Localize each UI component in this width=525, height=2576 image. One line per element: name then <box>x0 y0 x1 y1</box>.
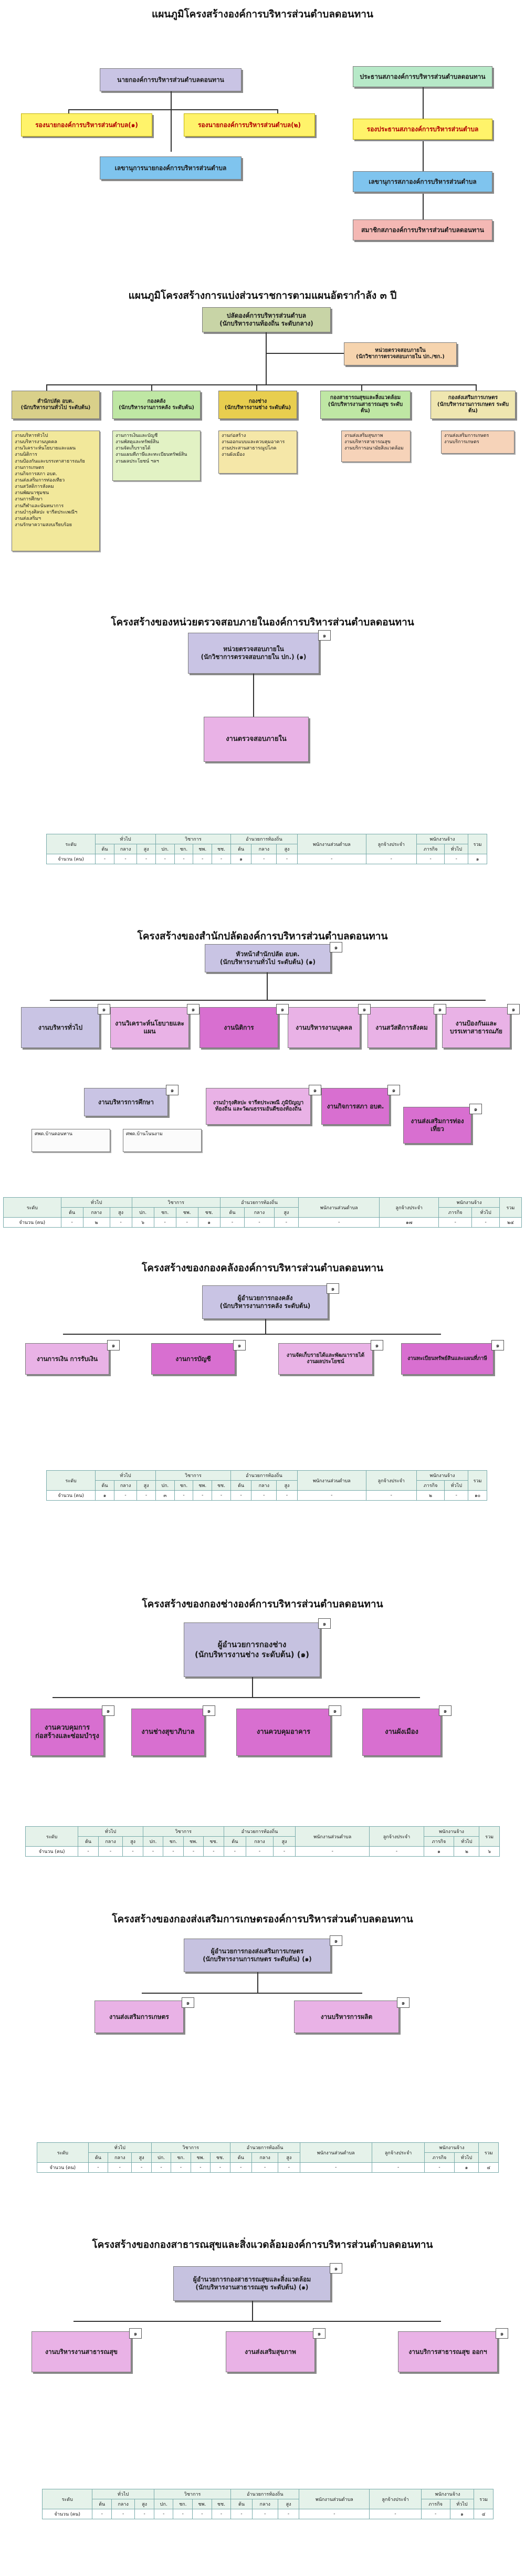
office-unit-disaster: งานป้องกันและบรรเทาสาธารณภัย <box>442 1007 510 1048</box>
chart-title-main: แผนภูมิโครงสร้างองค์การบริหารส่วนตำบลดอนทาน <box>152 8 373 20</box>
health-structure-title: โครงสร้างของกองสาธารณสุขและสิ่งแวดล้อมองค์การบริหารส่วนตำบลดอนทาน <box>92 2239 433 2250</box>
engineering-unit-count-3: ๑ <box>329 1705 341 1716</box>
agriculture-structure-title: โครงสร้างของกองส่งเสริมการเกษตรองค์การบริหารส่วนตำบลดอนทาน <box>112 1913 413 1925</box>
finance-unit-count-4: ๑ <box>491 1340 504 1350</box>
audit-head-box: หน่วยตรวจสอบภายใน (นักวิชาการตรวจสอบภายใน ปก.) (๑) <box>188 633 319 674</box>
office-unit-count-1: ๑ <box>98 1004 110 1014</box>
finance-unit-accounting: งานการบัญชี <box>151 1343 235 1375</box>
engineering-unit-building-control: งานควบคุมอาคาร <box>236 1709 331 1756</box>
engineering-staff-table: ระดับ ทั่วไป วิชาการ อำนวยการท้องถิ่น พนักงานส่วนตำบล ลูกจ้างประจำ พนักงานจ้าง รวม ต้น กลาง สูง ปก. ชก. ชพ. ชช. ต้น กลาง สูง ภารกิจ ทั่วไป จำนวน (คน) - - - - - - - - - - - - ๑ ๒ ๖ <box>25 1826 500 1857</box>
deputy-executive-1-box: รองนายกองค์การบริหารส่วนตำบล(๑) <box>21 113 152 137</box>
health-staff-table: ระดับ ทั่วไป วิชาการ อำนวยการท้องถิ่น พนักงานส่วนตำบล ลูกจ้างประจำ พนักงานจ้าง รวม ต้น กลาง สูง ปก. ชก. ชพ. ชช. ต้น กลาง สูง ภารกิจ ทั่วไป จำนวน (คน) - - - - - - - - - - - - - ๑ ๔ <box>42 2489 494 2519</box>
office-head-box: หัวหน้าสำนักปลัด อบต. (นักบริหารงานทั่วไป ระดับต้น) (๑) <box>205 944 331 972</box>
finance-unit-count-2: ๑ <box>233 1340 246 1350</box>
office-unit-legal: งานนิติการ <box>200 1007 278 1048</box>
finance-unit-property-register: งานทะเบียนทรัพย์สินและแผนที่ภาษี <box>401 1343 494 1375</box>
engineering-head-box: ผู้อำนวยการกองช่าง (นักบริหารงานช่าง ระดับต้น) (๑) <box>184 1622 320 1677</box>
audit-structure-title: โครงสร้างของหน่วยตรวจสอบภายในองค์การบริหารส่วนตำบลดอนทาน <box>111 616 414 628</box>
office-unit-tourism: งานส่งเสริมการท่องเที่ยว <box>403 1107 471 1144</box>
office-unit-count-9: ๑ <box>387 1085 400 1095</box>
dept-office-units: งานบริหารทั่วไป งานบริหารงานบุคคล งานวิเคราะห์นโยบายและแผน งานนิติการ งานป้องกันและบรรเทาสาธารณภัย งานการเกษตร งานกิจการสภา อบต. งานส่งเสริมการท่องเที่ยว งานสวัสดิการสังคม งานพัฒนาชุมชน งานการศึกษา งานกีฬาและนันทนาการ งานบำรุงศิลปะ จารีตประเพณีฯ งานส่งเสริมฯ งานรักษาความสงบเรียบร้อย <box>12 431 100 551</box>
office-unit-welfare: งานสวัสดิการสังคม <box>368 1007 436 1048</box>
dept-office-box: สำนักปลัด อบต. (นักบริหารงานทั่วไป ระดับต้น) <box>12 391 100 419</box>
chart-title-structure: แผนภูมิโครงสร้างการแบ่งส่วนราชการตามแผนอัตรากำลัง ๓ ปี <box>128 290 397 301</box>
office-unit-personnel: งานบริหารงานบุคคล <box>288 1007 360 1048</box>
office-unit-policy-plan: งานวิเคราะห์นโยบายและแผน <box>110 1007 189 1048</box>
office-unit-count-5: ๑ <box>434 1004 446 1014</box>
office-unit-culture: งานบำรุงศิลปะ จารีตประเพณี ภูมิปัญญาท้องถิ่น และวัฒนธรรมอันดีของท้องถิ่น <box>206 1088 311 1125</box>
deputy-executive-2-box: รองนายกองค์การบริหารส่วนตำบล(๒) <box>184 113 315 137</box>
office-head-count: ๑ <box>330 942 342 952</box>
health-head-count: ๑ <box>330 2263 342 2274</box>
council-vice-president-box: รองประธานสภาองค์การบริหารส่วนตำบล <box>353 119 492 140</box>
finance-head-count: ๑ <box>327 1283 339 1294</box>
engineering-unit-sanitation: งานช่างสุขาภิบาล <box>131 1709 205 1756</box>
agriculture-unit-production: งานบริหารการผลิต <box>294 2001 399 2033</box>
audit-staff-table: ระดับ ทั่วไป วิชาการ อำนวยการท้องถิ่น พนักงานส่วนตำบล ลูกจ้างประจำ พนักงานจ้าง รวม ต้น กลาง สูง ปก. ชก. ชพ. ชช. ต้น กลาง สูง ภารกิจ ทั่วไป จำนวน (คน) - - - - - - - ๑ - - - - - - ๑ <box>46 834 487 864</box>
kindergarten-2-note: ศพด.บ้านโนนงาม <box>123 1129 202 1152</box>
agriculture-head-box: ผู้อำนวยการกองส่งเสริมการเกษตร (นักบริหารงานการเกษตร ระดับต้น) (๑) <box>184 1939 331 1972</box>
office-unit-count-4: ๑ <box>358 1004 371 1014</box>
office-unit-council-affairs: งานกิจการสภา อบต. <box>321 1088 390 1125</box>
dept-agriculture-units: งานส่งเสริมการเกษตร งานบริการเกษตร <box>441 431 514 454</box>
agriculture-unit-promotion: งานส่งเสริมการเกษตร <box>94 2001 184 2033</box>
engineering-unit-construction: งานควบคุมการก่อสร้างและซ่อมบำรุง <box>30 1709 104 1756</box>
office-unit-count-7: ๑ <box>166 1085 178 1095</box>
agriculture-staff-table: ระดับ ทั่วไป วิชาการ อำนวยการท้องถิ่น พนักงานส่วนตำบล ลูกจ้างประจำ พนักงานจ้าง รวม ต้น กลาง สูง ปก. ชก. ชพ. ชช. ต้น กลาง สูง ภารกิจ ทั่วไป จำนวน (คน) - - - - - - - - - - - - - ๑ ๔ <box>37 2142 499 2173</box>
finance-unit-revenue: งานจัดเก็บรายได้และพัฒนารายได้ งานผลประโยชน์ <box>278 1343 373 1375</box>
kindergarten-1-note: ศพด.บ้านดอนทาน <box>32 1129 110 1152</box>
agriculture-head-count: ๑ <box>330 1935 342 1946</box>
chief-executive-box: นายกองค์การบริหารส่วนตำบลดอนทาน <box>100 68 242 91</box>
office-staff-table: ระดับ ทั่วไป วิชาการ อำนวยการท้องถิ่น พนักงานส่วนตำบล ลูกจ้างประจำ พนักงานจ้าง รวม ต้น กลาง สูง ปก. ชก. ชพ. ชช. ต้น กลาง สูง ภารกิจ ทั่วไป จำนวน (คน) - ๒ - ๖ - - ๑ - - - - ๑๗ - - ๒๔ <box>3 1197 522 1228</box>
health-unit-count-3: ๑ <box>496 2328 508 2339</box>
health-unit-service: งานบริการสาธารณสุข ออกฯ <box>398 2331 498 2372</box>
engineering-unit-urban-planning: งานผังเมือง <box>362 1709 441 1756</box>
health-unit-admin: งานบริหารงานสาธารณสุข <box>32 2331 131 2372</box>
finance-unit-count-3: ๑ <box>371 1340 383 1350</box>
council-secretary-box: เลขานุการสภาองค์การบริหารส่วนตำบล <box>353 171 492 192</box>
engineering-unit-count-1: ๑ <box>102 1705 114 1716</box>
dept-health-box: กองสาธารณสุขและสิ่งแวดล้อม (นักบริหารงานสาธารณสุข ระดับต้น) <box>320 391 411 419</box>
finance-head-box: ผู้อำนวยการกองคลัง (นักบริหารงานการคลัง ระดับต้น) <box>202 1285 328 1319</box>
engineering-head-count: ๑ <box>318 1618 331 1629</box>
finance-staff-table: ระดับ ทั่วไป วิชาการ อำนวยการท้องถิ่น พนักงานส่วนตำบล ลูกจ้างประจำ พนักงานจ้าง รวม ต้น กลาง สูง ปก. ชก. ชพ. ชช. ต้น กลาง สูง ภารกิจ ทั่วไป จำนวน (คน) ๑ - - ๓ - - - - - - - - ๒ - ๑๐ <box>46 1470 487 1501</box>
office-unit-education: งานบริหารการศึกษา <box>84 1088 168 1116</box>
office-unit-general-admin: งานบริหารทั่วไป <box>21 1007 100 1048</box>
finance-unit-payments: งานการเงิน การรับเงิน <box>25 1343 109 1375</box>
chief-administrator-box: ปลัดองค์การบริหารส่วนตำบล (นักบริหารงานท้องถิ่น ระดับกลาง) <box>202 307 331 332</box>
office-unit-count-2: ๑ <box>187 1004 200 1014</box>
executive-secretary-box: เลขานุการนายกองค์การบริหารส่วนตำบล <box>100 156 242 180</box>
engineering-unit-count-4: ๑ <box>439 1705 452 1716</box>
health-unit-count-2: ๑ <box>313 2328 326 2339</box>
internal-audit-unit-box: หน่วยตรวจสอบภายใน (นักวิชาการตรวจสอบภายใน ปก./ชก.) <box>344 342 457 365</box>
audit-unit-box: งานตรวจสอบภายใน <box>204 717 309 762</box>
audit-head-count: ๑ <box>318 630 331 641</box>
health-unit-count-1: ๑ <box>129 2328 142 2339</box>
dept-health-units: งานส่งเสริมสุขภาพ งานบริหารสาธารณสุข งานบริการอนามัยสิ่งแวดล้อม <box>341 431 411 462</box>
engineering-unit-count-2: ๑ <box>203 1705 215 1716</box>
agriculture-unit-count-1: ๑ <box>182 1997 194 2008</box>
dept-finance-units: งานการเงินและบัญชี งานพัสดุและทรัพย์สิน งานจัดเก็บรายได้ งานแผนที่ภาษีและทะเบียนทรัพย์สิน งานผลประโยชน์ ฯลฯ <box>112 431 201 481</box>
office-structure-title: โครงสร้างของสำนักปลัดองค์การบริหารส่วนตำบลดอนทาน <box>137 930 388 942</box>
finance-structure-title: โครงสร้างของกองคลังองค์การบริหารส่วนตำบลดอนทาน <box>142 1262 383 1274</box>
finance-unit-count-1: ๑ <box>107 1340 120 1350</box>
dept-engineering-units: งานก่อสร้าง งานออกแบบและควบคุมอาคาร งานประสานสาธารณูปโภค งานผังเมือง <box>218 431 297 474</box>
engineering-structure-title: โครงสร้างของกองช่างองค์การบริหารส่วนตำบลดอนทาน <box>142 1598 383 1610</box>
council-president-box: ประธานสภาองค์การบริหารส่วนตำบลดอนทาน <box>353 66 492 87</box>
office-unit-count-3: ๑ <box>276 1004 289 1014</box>
office-unit-count-10: ๑ <box>469 1104 482 1114</box>
office-unit-count-6: ๑ <box>507 1004 520 1014</box>
agriculture-unit-count-2: ๑ <box>397 1997 410 2008</box>
office-unit-count-8: ๑ <box>309 1085 321 1095</box>
dept-agriculture-box: กองส่งเสริมการเกษตร (นักบริหารงานการเกษตร ระดับต้น) <box>430 391 516 419</box>
council-members-box: สมาชิกสภาองค์การบริหารส่วนตำบลดอนทาน <box>353 219 492 240</box>
health-unit-promotion: งานส่งเสริมสุขภาพ <box>226 2331 315 2372</box>
health-head-box: ผู้อำนวยการกองสาธารณสุขและสิ่งแวดล้อม (นักบริหารงานสาธารณสุข ระดับต้น) (๑) <box>173 2266 331 2301</box>
dept-finance-box: กองคลัง (นักบริหารงานการคลัง ระดับต้น) <box>112 391 201 419</box>
dept-engineering-box: กองช่าง (นักบริหารงานช่าง ระดับต้น) <box>218 391 297 419</box>
